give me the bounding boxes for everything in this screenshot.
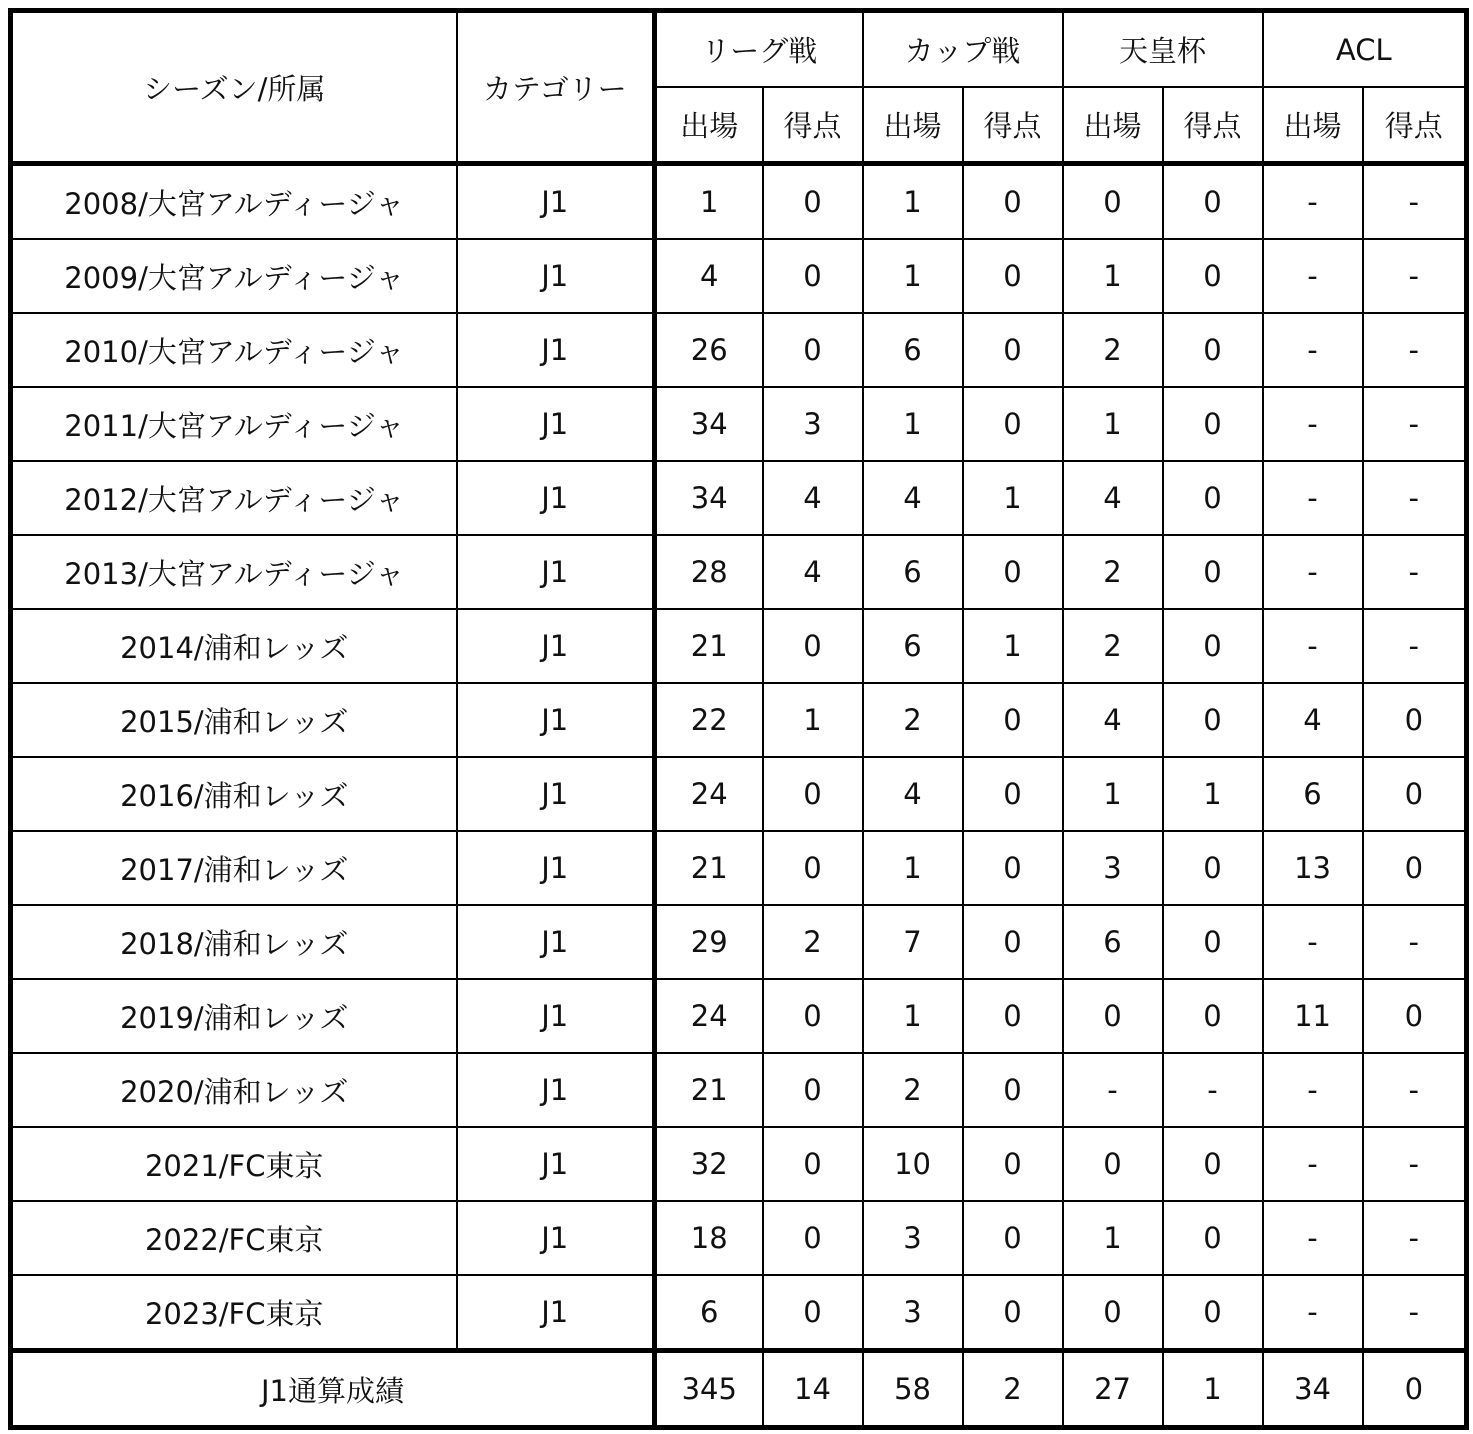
league-apps-cell: 21 <box>655 609 763 683</box>
league-goals-cell: 0 <box>763 239 863 313</box>
category-cell: J1 <box>457 905 655 979</box>
cup-apps-cell: 6 <box>863 313 963 387</box>
emperors-goals-cell: 0 <box>1163 313 1263 387</box>
category-cell: J1 <box>457 831 655 905</box>
acl-apps-cell: - <box>1263 1275 1363 1351</box>
emperors-goals-cell: 0 <box>1163 461 1263 535</box>
league-apps-cell: 26 <box>655 313 763 387</box>
season-cell: 2021/FC東京 <box>11 1127 457 1201</box>
league-goals-cell: 0 <box>763 164 863 240</box>
acl-apps-cell: 13 <box>1263 831 1363 905</box>
table-row <box>11 239 1467 313</box>
cup-apps-cell: 6 <box>863 609 963 683</box>
season-cell: 2015/浦和レッズ <box>11 683 457 757</box>
emperors-goals-cell: 0 <box>1163 239 1263 313</box>
emperors-apps-cell: 1 <box>1063 239 1163 313</box>
header-row-competitions <box>11 11 1467 88</box>
cup-apps-cell: 2 <box>863 1053 963 1127</box>
cup-goals-cell: 0 <box>963 535 1063 609</box>
acl-goals-cell: - <box>1363 239 1467 313</box>
acl-goals-cell: - <box>1363 609 1467 683</box>
acl-goals-cell: - <box>1363 461 1467 535</box>
cup-apps-cell: 1 <box>863 979 963 1053</box>
acl-goals-cell: - <box>1363 164 1467 240</box>
acl-goals-cell: - <box>1363 1053 1467 1127</box>
league-apps-cell: 1 <box>655 164 763 240</box>
acl-apps-cell: - <box>1263 387 1363 461</box>
category-cell: J1 <box>457 757 655 831</box>
table-row <box>11 609 1467 683</box>
league-apps-cell: 6 <box>655 1275 763 1351</box>
season-cell: 2013/大宮アルディージャ <box>11 535 457 609</box>
category-cell: J1 <box>457 387 655 461</box>
category-cell: J1 <box>457 979 655 1053</box>
category-cell: J1 <box>457 683 655 757</box>
emperors-apps-cell: - <box>1063 1053 1163 1127</box>
season-cell: 2009/大宮アルディージャ <box>11 239 457 313</box>
emperors-goals-cell: 0 <box>1163 609 1263 683</box>
acl-apps-cell: - <box>1263 609 1363 683</box>
cup-apps-cell: 3 <box>863 1275 963 1351</box>
emperors-goals-cell: - <box>1163 1053 1263 1127</box>
table-row <box>11 1127 1467 1201</box>
season-cell: 2019/浦和レッズ <box>11 979 457 1053</box>
league-goals-cell: 4 <box>763 461 863 535</box>
emperors-apps-cell: 2 <box>1063 313 1163 387</box>
emperors-goals-cell: 0 <box>1163 979 1263 1053</box>
emperors-goals-cell: 0 <box>1163 164 1263 240</box>
table-row <box>11 535 1467 609</box>
league-goals-cell: 0 <box>763 831 863 905</box>
table-row <box>11 1275 1467 1351</box>
acl-apps-cell: - <box>1263 905 1363 979</box>
header-cup: カップ戦 <box>863 11 1063 88</box>
cup-apps-cell: 2 <box>863 683 963 757</box>
header-cup-apps: 出場 <box>863 87 963 164</box>
acl-goals-cell: 0 <box>1363 757 1467 831</box>
league-goals-cell: 3 <box>763 387 863 461</box>
cup-goals-cell: 0 <box>963 313 1063 387</box>
header-league-apps: 出場 <box>655 87 763 164</box>
cup-goals-cell: 0 <box>963 831 1063 905</box>
total-cup-apps: 58 <box>863 1351 963 1428</box>
category-cell: J1 <box>457 313 655 387</box>
season-cell: 2017/浦和レッズ <box>11 831 457 905</box>
cup-goals-cell: 0 <box>963 683 1063 757</box>
category-cell: J1 <box>457 1127 655 1201</box>
cup-goals-cell: 1 <box>963 461 1063 535</box>
table-row <box>11 757 1467 831</box>
emperors-goals-cell: 0 <box>1163 905 1263 979</box>
league-goals-cell: 0 <box>763 1053 863 1127</box>
acl-apps-cell: - <box>1263 1053 1363 1127</box>
category-cell: J1 <box>457 239 655 313</box>
emperors-apps-cell: 3 <box>1063 831 1163 905</box>
emperors-apps-cell: 4 <box>1063 461 1163 535</box>
emperors-apps-cell: 1 <box>1063 757 1163 831</box>
acl-goals-cell: - <box>1363 1275 1467 1351</box>
league-goals-cell: 0 <box>763 757 863 831</box>
header-emperors-apps: 出場 <box>1063 87 1163 164</box>
cup-goals-cell: 0 <box>963 1201 1063 1275</box>
acl-apps-cell: - <box>1263 1201 1363 1275</box>
emperors-apps-cell: 0 <box>1063 1127 1163 1201</box>
cup-apps-cell: 3 <box>863 1201 963 1275</box>
acl-goals-cell: - <box>1363 1201 1467 1275</box>
league-goals-cell: 0 <box>763 1201 863 1275</box>
acl-goals-cell: - <box>1363 1127 1467 1201</box>
emperors-apps-cell: 0 <box>1063 1275 1163 1351</box>
league-apps-cell: 34 <box>655 461 763 535</box>
season-cell: 2014/浦和レッズ <box>11 609 457 683</box>
header-emperors-goals: 得点 <box>1163 87 1263 164</box>
cup-apps-cell: 1 <box>863 164 963 240</box>
cup-goals-cell: 0 <box>963 164 1063 240</box>
header-acl-goals: 得点 <box>1363 87 1467 164</box>
emperors-goals-cell: 0 <box>1163 1275 1263 1351</box>
cup-goals-cell: 0 <box>963 757 1063 831</box>
category-cell: J1 <box>457 164 655 240</box>
table-row <box>11 831 1467 905</box>
league-goals-cell: 2 <box>763 905 863 979</box>
cup-goals-cell: 0 <box>963 905 1063 979</box>
league-apps-cell: 28 <box>655 535 763 609</box>
acl-apps-cell: - <box>1263 313 1363 387</box>
season-cell: 2020/浦和レッズ <box>11 1053 457 1127</box>
table-row <box>11 461 1467 535</box>
emperors-apps-cell: 1 <box>1063 387 1163 461</box>
acl-goals-cell: - <box>1363 387 1467 461</box>
season-cell: 2011/大宮アルディージャ <box>11 387 457 461</box>
header-emperors-cup: 天皇杯 <box>1063 11 1263 88</box>
emperors-goals-cell: 1 <box>1163 757 1263 831</box>
cup-goals-cell: 0 <box>963 387 1063 461</box>
acl-apps-cell: 6 <box>1263 757 1363 831</box>
category-cell: J1 <box>457 1275 655 1351</box>
league-apps-cell: 22 <box>655 683 763 757</box>
league-apps-cell: 29 <box>655 905 763 979</box>
acl-goals-cell: - <box>1363 313 1467 387</box>
cup-goals-cell: 0 <box>963 1053 1063 1127</box>
cup-apps-cell: 1 <box>863 239 963 313</box>
total-acl-goals: 0 <box>1363 1351 1467 1428</box>
table-row <box>11 387 1467 461</box>
season-cell: 2010/大宮アルディージャ <box>11 313 457 387</box>
cup-apps-cell: 4 <box>863 757 963 831</box>
total-league-goals: 14 <box>763 1351 863 1428</box>
acl-apps-cell: - <box>1263 239 1363 313</box>
acl-goals-cell: 0 <box>1363 831 1467 905</box>
header-season: シーズン/所属 <box>11 11 457 164</box>
acl-goals-cell: 0 <box>1363 979 1467 1053</box>
acl-goals-cell: - <box>1363 535 1467 609</box>
emperors-apps-cell: 2 <box>1063 609 1163 683</box>
league-apps-cell: 21 <box>655 831 763 905</box>
emperors-goals-cell: 0 <box>1163 387 1263 461</box>
emperors-goals-cell: 0 <box>1163 831 1263 905</box>
cup-apps-cell: 1 <box>863 831 963 905</box>
total-acl-apps: 34 <box>1263 1351 1363 1428</box>
season-cell: 2018/浦和レッズ <box>11 905 457 979</box>
table-row <box>11 905 1467 979</box>
acl-apps-cell: - <box>1263 535 1363 609</box>
season-cell: 2016/浦和レッズ <box>11 757 457 831</box>
category-cell: J1 <box>457 1053 655 1127</box>
total-emperors-goals: 1 <box>1163 1351 1263 1428</box>
league-apps-cell: 21 <box>655 1053 763 1127</box>
total-label: J1通算成績 <box>11 1351 655 1428</box>
season-cell: 2022/FC東京 <box>11 1201 457 1275</box>
category-cell: J1 <box>457 535 655 609</box>
emperors-goals-cell: 0 <box>1163 1201 1263 1275</box>
acl-apps-cell: - <box>1263 461 1363 535</box>
career-stats-table <box>8 8 1469 1430</box>
cup-goals-cell: 0 <box>963 979 1063 1053</box>
header-acl: ACL <box>1263 11 1467 88</box>
total-emperors-apps: 27 <box>1063 1351 1163 1428</box>
league-apps-cell: 32 <box>655 1127 763 1201</box>
league-goals-cell: 0 <box>763 1127 863 1201</box>
header-league-goals: 得点 <box>763 87 863 164</box>
category-cell: J1 <box>457 1201 655 1275</box>
acl-apps-cell: - <box>1263 1127 1363 1201</box>
league-apps-cell: 18 <box>655 1201 763 1275</box>
cup-apps-cell: 7 <box>863 905 963 979</box>
emperors-goals-cell: 0 <box>1163 535 1263 609</box>
league-goals-cell: 1 <box>763 683 863 757</box>
league-apps-cell: 24 <box>655 757 763 831</box>
season-cell: 2023/FC東京 <box>11 1275 457 1351</box>
emperors-goals-cell: 0 <box>1163 1127 1263 1201</box>
league-apps-cell: 24 <box>655 979 763 1053</box>
emperors-apps-cell: 0 <box>1063 164 1163 240</box>
table-row <box>11 1053 1467 1127</box>
emperors-apps-cell: 0 <box>1063 979 1163 1053</box>
season-cell: 2012/大宮アルディージャ <box>11 461 457 535</box>
category-cell: J1 <box>457 609 655 683</box>
total-cup-goals: 2 <box>963 1351 1063 1428</box>
acl-goals-cell: - <box>1363 905 1467 979</box>
league-goals-cell: 4 <box>763 535 863 609</box>
acl-apps-cell: 4 <box>1263 683 1363 757</box>
header-cup-goals: 得点 <box>963 87 1063 164</box>
cup-apps-cell: 10 <box>863 1127 963 1201</box>
header-category: カテゴリー <box>457 11 655 164</box>
table-row <box>11 313 1467 387</box>
cup-apps-cell: 4 <box>863 461 963 535</box>
emperors-apps-cell: 6 <box>1063 905 1163 979</box>
league-goals-cell: 0 <box>763 609 863 683</box>
league-apps-cell: 34 <box>655 387 763 461</box>
header-league: リーグ戦 <box>655 11 863 88</box>
league-apps-cell: 4 <box>655 239 763 313</box>
emperors-apps-cell: 1 <box>1063 1201 1163 1275</box>
total-row <box>11 1351 1467 1428</box>
acl-apps-cell: 11 <box>1263 979 1363 1053</box>
cup-apps-cell: 6 <box>863 535 963 609</box>
cup-apps-cell: 1 <box>863 387 963 461</box>
total-league-apps: 345 <box>655 1351 763 1428</box>
emperors-apps-cell: 2 <box>1063 535 1163 609</box>
league-goals-cell: 0 <box>763 313 863 387</box>
category-cell: J1 <box>457 461 655 535</box>
table-row <box>11 979 1467 1053</box>
emperors-goals-cell: 0 <box>1163 683 1263 757</box>
cup-goals-cell: 1 <box>963 609 1063 683</box>
league-goals-cell: 0 <box>763 979 863 1053</box>
cup-goals-cell: 0 <box>963 1275 1063 1351</box>
table-row <box>11 1201 1467 1275</box>
emperors-apps-cell: 4 <box>1063 683 1163 757</box>
acl-apps-cell: - <box>1263 164 1363 240</box>
stats-body <box>11 164 1467 1351</box>
cup-goals-cell: 0 <box>963 239 1063 313</box>
league-goals-cell: 0 <box>763 1275 863 1351</box>
cup-goals-cell: 0 <box>963 1127 1063 1201</box>
season-cell: 2008/大宮アルディージャ <box>11 164 457 240</box>
acl-goals-cell: 0 <box>1363 683 1467 757</box>
table-row <box>11 683 1467 757</box>
table-row <box>11 164 1467 240</box>
header-acl-apps: 出場 <box>1263 87 1363 164</box>
